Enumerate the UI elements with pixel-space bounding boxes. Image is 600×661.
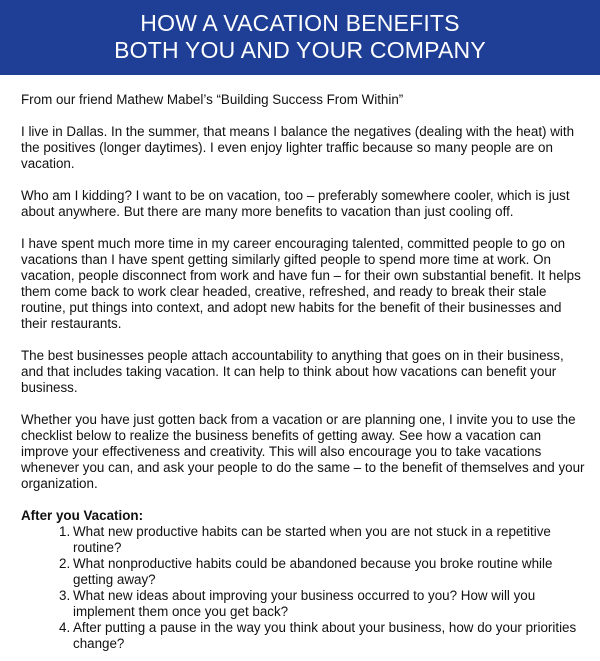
title-banner: [0, 0, 600, 75]
attribution: From our friend Mathew Mabel’s “Building Success From Within”: [21, 92, 404, 107]
checklist: [21, 524, 588, 652]
checklist-text: After putting a pause in the way you think about your business, how do your priorities change?: [73, 620, 577, 651]
paragraph-1: I live in Dallas. In the summer, that means I balance the negatives (dealing with the heat) with the positives (longer daytimes). I even enjoy lighter traffic because so many people are on vacation.: [21, 124, 575, 171]
checklist-number: 4.: [59, 620, 71, 635]
checklist-number: 3.: [59, 588, 71, 603]
checklist-text: What nonproductive habits could be abandoned because you broke routine while getting away?: [73, 556, 553, 587]
page-title-line-2: BOTH YOU AND YOUR COMPANY: [114, 37, 486, 63]
paragraph-3: I have spent much more time in my career encouraging talented, committed people to go on vacations than I have spent getting similarly gifted people to spend more time at work. On vacation, people disconnect from work and have fun – for their own substantial benefit. It helps them come back to work clear headed, creative, refreshed, and ready to break their stale routine, put things into context, and adopt new habits for the benefit of their businesses and their restaurants.: [21, 236, 581, 331]
paragraph-4: The best businesses people attach accountability to anything that goes on in their business, and that includes taking vacation. It can help to think about how vacations can benefit your business.: [21, 348, 564, 395]
checklist-number: 1.: [59, 524, 71, 539]
page-title-line-1: HOW A VACATION BENEFITS: [140, 10, 460, 36]
checklist-item-2: [59, 556, 588, 588]
checklist-item-4: [59, 620, 588, 652]
checklist-item-3: [59, 588, 588, 620]
checklist-text: What new productive habits can be started when you are not stuck in a repetitive routine?: [73, 524, 551, 555]
paragraph-2: Who am I kidding? I want to be on vacation, too – preferably somewhere cooler, which is just about anywhere. But there are many more benefits to vacation than just cooling off.: [21, 188, 570, 219]
paragraph-5: Whether you have just gotten back from a vacation or are planning one, I invite you to use the checklist below to realize the business benefits of getting away. See how a vacation can improve your effectiveness and creativity. This will also encourage you to take vacations whenever you can, and ask your people to do the same – to the benefit of themselves and your organization.: [21, 412, 585, 491]
section-heading: After you Vacation:: [21, 508, 144, 523]
checklist-number: 2.: [59, 556, 71, 571]
checklist-text: What new ideas about improving your business occurred to you? How will you implement them once you get back?: [73, 588, 536, 619]
article-body: [0, 75, 600, 652]
checklist-item-1: [59, 524, 588, 556]
